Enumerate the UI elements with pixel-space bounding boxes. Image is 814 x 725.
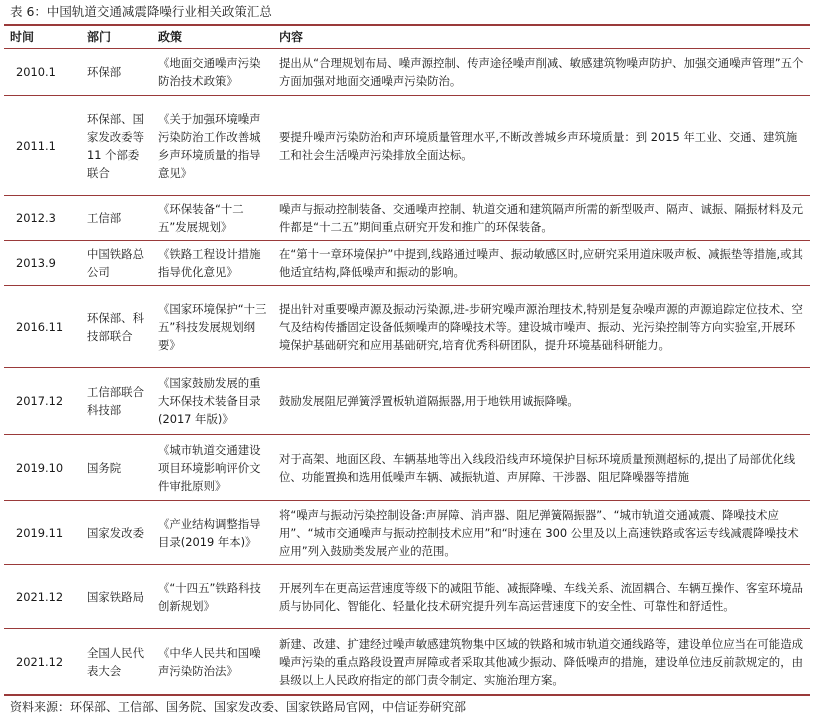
table-row — [4, 196, 810, 241]
cell-department: 中国铁路总公司 — [81, 241, 152, 286]
cell-policy: 《地面交通噪声污染防治技术政策》 — [152, 49, 273, 96]
cell-content: 鼓励发展阻尼弹簧浮置板轨道隔振器,用于地铁用诚振降噪。 — [273, 368, 810, 435]
header-content: 内容 — [273, 26, 810, 49]
cell-policy: 《环保装备“十二五”发展规划》 — [152, 196, 273, 241]
cell-year: 2012.3 — [4, 196, 81, 241]
cell-policy: 《产业结构调整指导目录(2019 年本)》 — [152, 501, 273, 565]
cell-policy: 《国家环境保护“十三五”科技发展规划纲要》 — [152, 286, 273, 368]
cell-policy: 《中华人民共和国噪声污染防治法》 — [152, 629, 273, 695]
source-note: 资料来源：环保部、工信部、国务院、国家发改委、国家铁路局官网，中信证券研究部 — [4, 695, 810, 718]
cell-year: 2016.11 — [4, 286, 81, 368]
cell-policy: 《“十四五”铁路科技创新规划》 — [152, 565, 273, 629]
cell-content: 提出针对重要噪声源及振动污染源,进-步研究噪声源治理技术,特别是复杂噪声源的声源追踪定位技术、空气及结构传播固定设备低频噪声的降噪技术等。建设城市噪声、振动、光污染控制等方向实验室,开展环境保护基础研究和应用基础研究,培育优秀科研团队，提升环境基础科研能力。 — [273, 286, 810, 368]
cell-content: 在“第十一章环境保护”中提到,线路通过噪声、振动敏感区时,应研究采用道床吸声板、减振垫等措施,或其他适宜结构,降低噪声和振动的影响。 — [273, 241, 810, 286]
cell-year: 2011.1 — [4, 96, 81, 196]
cell-policy: 《城市轨道交通建设项目环境影响评价文件审批原则》 — [152, 435, 273, 501]
cell-content: 提出从“合理规划布局、噪声源控制、传声途径噪声削减、敏感建筑物噪声防护、加强交通噪声管理”五个方面加强对地面交通噪声污染防治。 — [273, 49, 810, 96]
cell-policy: 《铁路工程设计措施指导优化意见》 — [152, 241, 273, 286]
cell-year: 2013.9 — [4, 241, 81, 286]
header-time: 时间 — [4, 26, 81, 49]
cell-department: 国家铁路局 — [81, 565, 152, 629]
cell-department: 全国人民代表大会 — [81, 629, 152, 695]
table-header-row — [4, 26, 810, 49]
cell-content: 将“噪声与振动污染控制设备:声屏障、消声器、阻尼弹簧隔振器”、“城市轨道交通减震、降噪技术应用”、“城市交通噪声与振动控制技术应用”和“时速在 300 公里及以上高速铁路或客运专线减震降噪技术应用”列入鼓励类发展产业的范围。 — [273, 501, 810, 565]
header-policy: 政策 — [152, 26, 273, 49]
table-row — [4, 501, 810, 565]
cell-content: 噪声与振动控制装备、交通噪声控制、轨道交通和建筑隔声所需的新型吸声、隔声、诚振、隔振材料及元件都是“十二五”期间重点研究开发和推广的环保装备。 — [273, 196, 810, 241]
cell-year: 2019.11 — [4, 501, 81, 565]
table-row — [4, 241, 810, 286]
header-department: 部门 — [81, 26, 152, 49]
cell-department: 工信部 — [81, 196, 152, 241]
cell-policy: 《关于加强环境噪声污染防治工作改善城乡声环境质量的指导意见》 — [152, 96, 273, 196]
cell-content: 对于高架、地面区段、车辆基地等出入线段沿线声环境保护目标环境质量预测超标的,提出了局部优化线位、功能置换和选用低噪声车辆、减振轨道、声屏障、干涉器、阻尼降噪器等措施 — [273, 435, 810, 501]
cell-year: 2021.12 — [4, 565, 81, 629]
table-row — [4, 565, 810, 629]
cell-department: 工信部联合科技部 — [81, 368, 152, 435]
cell-year: 2017.12 — [4, 368, 81, 435]
table-row — [4, 368, 810, 435]
cell-department: 环保部 — [81, 49, 152, 96]
cell-year: 2021.12 — [4, 629, 81, 695]
cell-year: 2019.10 — [4, 435, 81, 501]
table-caption: 表 6：中国轨道交通减震降噪行业相关政策汇总 — [4, 0, 810, 26]
cell-department: 环保部、科技部联合 — [81, 286, 152, 368]
table-row — [4, 286, 810, 368]
cell-policy: 《国家鼓励发展的重大环保技术装备目录(2017 年版)》 — [152, 368, 273, 435]
table-row — [4, 49, 810, 96]
table-row — [4, 435, 810, 501]
cell-department: 国务院 — [81, 435, 152, 501]
cell-year: 2010.1 — [4, 49, 81, 96]
cell-department: 环保部、国家发改委等 11 个部委联合 — [81, 96, 152, 196]
table-row — [4, 96, 810, 196]
policy-table — [4, 26, 810, 695]
table-row — [4, 629, 810, 695]
cell-department: 国家发改委 — [81, 501, 152, 565]
cell-content: 新建、改建、扩建经过噪声敏感建筑物集中区域的铁路和城市轨道交通线路等，建设单位应当在可能造成噪声污染的重点路段设置声屏障或者采取其他减少振动、降低噪声的措施，建设单位违反前款规定的，由县级以上人民政府指定的部门责令制定、实施治理方案。 — [273, 629, 810, 695]
cell-content: 要提升噪声污染防治和声环境质量管理水平,不断改善城乡声环境质量：到 2015 年工业、交通、建筑施工和社会生活噪声污染排放全面达标。 — [273, 96, 810, 196]
cell-content: 开展列车在更高运营速度等级下的减阻节能、减振降噪、车线关系、流固耦合、车辆互操作、客室环境品质与协同化、智能化、轻量化技术研究提升列车高运营速度下的安全性、可靠性和舒适性。 — [273, 565, 810, 629]
